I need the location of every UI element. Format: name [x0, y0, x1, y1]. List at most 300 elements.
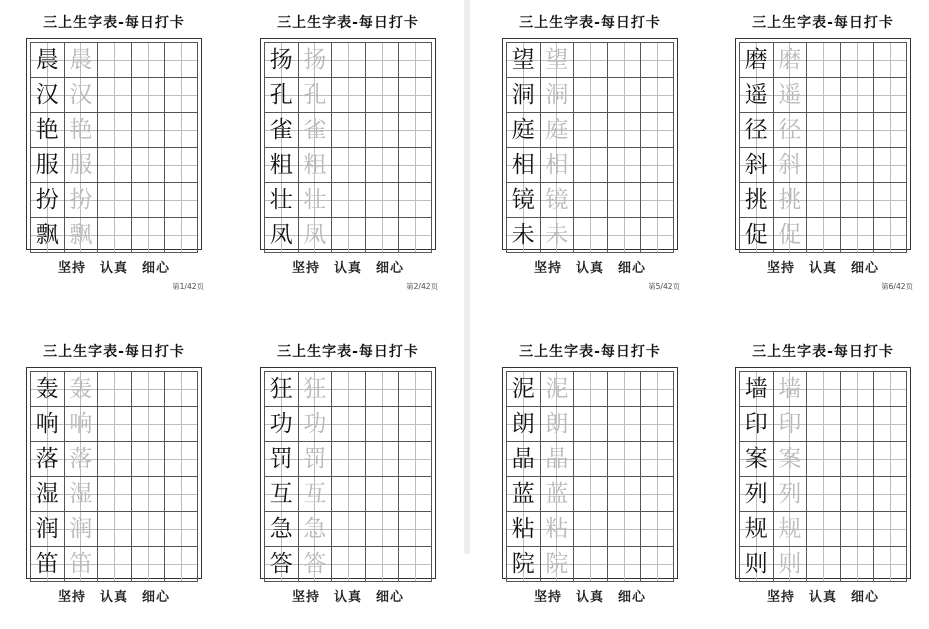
trace-cell[interactable]	[540, 442, 574, 476]
trace-cell[interactable]	[64, 113, 98, 147]
trace-cell[interactable]	[540, 372, 574, 406]
blank-cell[interactable]	[365, 477, 399, 511]
blank-cell[interactable]	[398, 43, 432, 77]
trace-cell[interactable]	[64, 547, 98, 581]
blank-cell[interactable]	[607, 183, 641, 217]
grid-row	[739, 477, 907, 512]
sheet-title: 三上生字表-每日打卡	[277, 15, 419, 31]
model-character: 答	[269, 551, 293, 577]
blank-cell[interactable]	[97, 372, 131, 406]
sheet-title: 三上生字表-每日打卡	[277, 344, 419, 360]
model-character: 径	[744, 117, 768, 143]
motto	[14, 586, 214, 605]
model-character: 粘	[511, 516, 535, 542]
blank-cell[interactable]	[97, 442, 131, 476]
model-character: 镜	[511, 187, 535, 213]
blank-cell[interactable]	[97, 512, 131, 546]
blank-cell[interactable]	[640, 183, 674, 217]
blank-cell[interactable]	[873, 547, 907, 581]
blank-cell[interactable]	[873, 218, 907, 252]
model-character: 洞	[511, 82, 535, 108]
blank-cell[interactable]	[365, 183, 399, 217]
trace-character: 润	[69, 516, 93, 542]
model-character: 落	[35, 446, 59, 472]
blank-cell[interactable]	[365, 113, 399, 147]
blank-cell[interactable]	[131, 442, 165, 476]
model-cell	[506, 78, 540, 112]
model-cell	[264, 148, 298, 182]
blank-cell[interactable]	[640, 547, 674, 581]
model-character: 望	[511, 47, 535, 73]
blank-cell[interactable]	[131, 407, 165, 441]
trace-cell[interactable]	[298, 183, 332, 217]
practice-sheet	[248, 329, 448, 629]
model-cell	[30, 372, 64, 406]
motto-word: 坚持	[533, 590, 562, 605]
practice-sheet	[14, 0, 214, 300]
trace-cell[interactable]	[298, 477, 332, 511]
tianzige-grid	[502, 367, 678, 579]
trace-cell[interactable]	[64, 512, 98, 546]
trace-cell[interactable]	[773, 183, 807, 217]
motto-word: 细心	[142, 590, 171, 605]
trace-cell[interactable]	[540, 113, 574, 147]
blank-cell[interactable]	[97, 407, 131, 441]
blank-cell[interactable]	[573, 183, 607, 217]
blank-cell[interactable]	[331, 218, 365, 252]
blank-cell[interactable]	[640, 218, 674, 252]
grid-row	[30, 407, 198, 442]
practice-sheet	[14, 329, 214, 629]
blank-cell[interactable]	[806, 512, 840, 546]
model-cell	[264, 78, 298, 112]
blank-cell[interactable]	[398, 407, 432, 441]
blank-cell[interactable]	[873, 372, 907, 406]
motto-word: 细心	[618, 261, 647, 276]
blank-cell[interactable]	[806, 113, 840, 147]
tianzige-grid	[26, 38, 202, 250]
sheet-title: 三上生字表-每日打卡	[43, 15, 185, 31]
blank-cell[interactable]	[607, 442, 641, 476]
trace-cell[interactable]	[298, 78, 332, 112]
blank-cell[interactable]	[573, 547, 607, 581]
trace-cell[interactable]	[540, 512, 574, 546]
trace-cell[interactable]	[540, 78, 574, 112]
model-character: 罚	[269, 446, 293, 472]
grid-row	[264, 42, 432, 78]
tianzige-grid	[260, 38, 436, 250]
trace-character: 规	[778, 516, 802, 542]
blank-cell[interactable]	[806, 43, 840, 77]
trace-cell[interactable]	[773, 43, 807, 77]
trace-cell[interactable]	[298, 148, 332, 182]
blank-cell[interactable]	[607, 477, 641, 511]
blank-cell[interactable]	[607, 113, 641, 147]
model-character: 案	[744, 446, 768, 472]
blank-cell[interactable]	[806, 407, 840, 441]
practice-sheet	[723, 0, 923, 300]
blank-cell[interactable]	[806, 477, 840, 511]
trace-cell[interactable]	[773, 442, 807, 476]
trace-character: 镜	[545, 187, 569, 213]
blank-cell[interactable]	[840, 547, 874, 581]
motto-word: 细心	[376, 261, 405, 276]
trace-cell[interactable]	[64, 442, 98, 476]
blank-cell[interactable]	[331, 547, 365, 581]
blank-cell[interactable]	[607, 148, 641, 182]
blank-cell[interactable]	[873, 512, 907, 546]
sheet-title: 三上生字表-每日打卡	[43, 344, 185, 360]
model-cell	[739, 547, 773, 581]
motto-word: 坚持	[533, 261, 562, 276]
trace-character: 答	[303, 551, 327, 577]
blank-cell[interactable]	[607, 78, 641, 112]
trace-character: 遥	[778, 82, 802, 108]
blank-cell[interactable]	[398, 442, 432, 476]
blank-cell[interactable]	[131, 78, 165, 112]
blank-cell[interactable]	[398, 183, 432, 217]
blank-cell[interactable]	[131, 113, 165, 147]
blank-cell[interactable]	[640, 407, 674, 441]
blank-cell[interactable]	[806, 183, 840, 217]
practice-sheet	[248, 0, 448, 300]
blank-cell[interactable]	[607, 372, 641, 406]
trace-character: 粘	[545, 516, 569, 542]
trace-cell[interactable]	[540, 407, 574, 441]
trace-cell[interactable]	[64, 43, 98, 77]
trace-cell[interactable]	[64, 372, 98, 406]
grid-row	[739, 547, 907, 582]
blank-cell[interactable]	[573, 512, 607, 546]
trace-character: 壮	[303, 187, 327, 213]
model-cell	[30, 512, 64, 546]
trace-cell[interactable]	[540, 218, 574, 252]
model-cell	[506, 183, 540, 217]
motto-word: 认真	[808, 261, 837, 276]
grid-row	[30, 477, 198, 512]
trace-cell[interactable]	[773, 218, 807, 252]
grid-row	[739, 371, 907, 407]
model-cell	[506, 43, 540, 77]
model-character: 功	[269, 411, 293, 437]
blank-cell[interactable]	[164, 477, 198, 511]
blank-cell[interactable]	[97, 43, 131, 77]
blank-cell[interactable]	[640, 372, 674, 406]
trace-cell[interactable]	[298, 113, 332, 147]
grid-row	[264, 183, 432, 218]
blank-cell[interactable]	[806, 442, 840, 476]
model-character: 蓝	[511, 481, 535, 507]
blank-cell[interactable]	[640, 113, 674, 147]
blank-cell[interactable]	[806, 218, 840, 252]
trace-cell[interactable]	[540, 547, 574, 581]
model-cell	[30, 148, 64, 182]
blank-cell[interactable]	[840, 183, 874, 217]
blank-cell[interactable]	[806, 148, 840, 182]
trace-cell[interactable]	[540, 477, 574, 511]
blank-cell[interactable]	[398, 78, 432, 112]
blank-cell[interactable]	[131, 477, 165, 511]
blank-cell[interactable]	[365, 218, 399, 252]
trace-cell[interactable]	[773, 477, 807, 511]
blank-cell[interactable]	[398, 372, 432, 406]
trace-cell[interactable]	[773, 113, 807, 147]
blank-cell[interactable]	[398, 148, 432, 182]
grid-row	[506, 113, 674, 148]
blank-cell[interactable]	[97, 78, 131, 112]
blank-cell[interactable]	[164, 148, 198, 182]
blank-cell[interactable]	[164, 547, 198, 581]
blank-cell[interactable]	[97, 183, 131, 217]
blank-cell[interactable]	[331, 183, 365, 217]
trace-cell[interactable]	[64, 407, 98, 441]
practice-sheet	[490, 0, 690, 300]
blank-cell[interactable]	[840, 442, 874, 476]
blank-cell[interactable]	[873, 442, 907, 476]
blank-cell[interactable]	[97, 113, 131, 147]
grid-row	[264, 78, 432, 113]
model-character: 院	[511, 551, 535, 577]
grid-row	[506, 148, 674, 183]
model-character: 则	[744, 551, 768, 577]
blank-cell[interactable]	[97, 547, 131, 581]
motto	[248, 257, 448, 276]
blank-cell[interactable]	[365, 78, 399, 112]
blank-cell[interactable]	[131, 512, 165, 546]
blank-cell[interactable]	[398, 218, 432, 252]
blank-cell[interactable]	[573, 407, 607, 441]
grid-row	[506, 218, 674, 253]
trace-cell[interactable]	[540, 43, 574, 77]
trace-character: 互	[303, 481, 327, 507]
blank-cell[interactable]	[331, 442, 365, 476]
trace-cell[interactable]	[64, 477, 98, 511]
trace-cell[interactable]	[298, 218, 332, 252]
blank-cell[interactable]	[164, 442, 198, 476]
trace-cell[interactable]	[773, 547, 807, 581]
blank-cell[interactable]	[365, 512, 399, 546]
blank-cell[interactable]	[573, 43, 607, 77]
trace-cell[interactable]	[298, 547, 332, 581]
blank-cell[interactable]	[573, 78, 607, 112]
model-character: 促	[744, 222, 768, 248]
motto-word: 认真	[333, 261, 362, 276]
model-cell	[739, 218, 773, 252]
blank-cell[interactable]	[398, 512, 432, 546]
trace-cell[interactable]	[64, 183, 98, 217]
blank-cell[interactable]	[331, 512, 365, 546]
blank-cell[interactable]	[164, 43, 198, 77]
blank-cell[interactable]	[873, 78, 907, 112]
trace-cell[interactable]	[298, 512, 332, 546]
blank-cell[interactable]	[873, 148, 907, 182]
blank-cell[interactable]	[640, 43, 674, 77]
grid-row	[264, 407, 432, 442]
blank-cell[interactable]	[331, 148, 365, 182]
blank-cell[interactable]	[840, 407, 874, 441]
blank-cell[interactable]	[365, 148, 399, 182]
blank-cell[interactable]	[365, 442, 399, 476]
practice-sheet	[723, 329, 923, 629]
model-cell	[30, 113, 64, 147]
blank-cell[interactable]	[840, 43, 874, 77]
trace-cell[interactable]	[540, 183, 574, 217]
blank-cell[interactable]	[97, 218, 131, 252]
motto-word: 认真	[333, 590, 362, 605]
trace-character: 未	[545, 222, 569, 248]
trace-cell[interactable]	[773, 372, 807, 406]
grid-row	[739, 183, 907, 218]
trace-cell[interactable]	[64, 148, 98, 182]
blank-cell[interactable]	[840, 148, 874, 182]
blank-cell[interactable]	[131, 43, 165, 77]
blank-cell[interactable]	[840, 113, 874, 147]
blank-cell[interactable]	[840, 512, 874, 546]
trace-character: 扬	[303, 47, 327, 73]
blank-cell[interactable]	[164, 407, 198, 441]
motto	[490, 586, 690, 605]
blank-cell[interactable]	[331, 78, 365, 112]
blank-cell[interactable]	[840, 372, 874, 406]
motto-word: 认真	[575, 261, 604, 276]
grid-row	[506, 442, 674, 477]
blank-cell[interactable]	[573, 218, 607, 252]
blank-cell[interactable]	[365, 547, 399, 581]
model-character: 斜	[744, 152, 768, 178]
blank-cell[interactable]	[131, 218, 165, 252]
blank-cell[interactable]	[806, 78, 840, 112]
blank-cell[interactable]	[840, 218, 874, 252]
trace-character: 蓝	[545, 481, 569, 507]
blank-cell[interactable]	[164, 78, 198, 112]
model-character: 飘	[35, 222, 59, 248]
trace-character: 墙	[778, 376, 802, 402]
blank-cell[interactable]	[398, 547, 432, 581]
model-cell	[30, 477, 64, 511]
grid-row	[30, 183, 198, 218]
blank-cell[interactable]	[164, 183, 198, 217]
blank-cell[interactable]	[640, 477, 674, 511]
blank-cell[interactable]	[331, 113, 365, 147]
model-cell	[739, 148, 773, 182]
blank-cell[interactable]	[131, 148, 165, 182]
blank-cell[interactable]	[573, 477, 607, 511]
grid-row	[506, 512, 674, 547]
blank-cell[interactable]	[398, 477, 432, 511]
blank-cell[interactable]	[573, 442, 607, 476]
blank-cell[interactable]	[640, 512, 674, 546]
blank-cell[interactable]	[131, 547, 165, 581]
blank-cell[interactable]	[97, 148, 131, 182]
model-cell	[506, 547, 540, 581]
model-cell	[264, 442, 298, 476]
blank-cell[interactable]	[164, 218, 198, 252]
trace-character: 孔	[303, 82, 327, 108]
trace-cell[interactable]	[773, 148, 807, 182]
trace-cell[interactable]	[298, 372, 332, 406]
trace-cell[interactable]	[773, 78, 807, 112]
blank-cell[interactable]	[331, 43, 365, 77]
blank-cell[interactable]	[873, 477, 907, 511]
sheet-title: 三上生字表-每日打卡	[519, 15, 661, 31]
blank-cell[interactable]	[97, 477, 131, 511]
blank-cell[interactable]	[365, 372, 399, 406]
trace-character: 望	[545, 47, 569, 73]
blank-cell[interactable]	[640, 148, 674, 182]
trace-character: 挑	[778, 187, 802, 213]
blank-cell[interactable]	[131, 183, 165, 217]
blank-cell[interactable]	[873, 183, 907, 217]
blank-cell[interactable]	[873, 113, 907, 147]
blank-cell[interactable]	[331, 372, 365, 406]
trace-character: 功	[303, 411, 327, 437]
model-character: 遥	[744, 82, 768, 108]
grid-row	[264, 218, 432, 253]
blank-cell[interactable]	[640, 78, 674, 112]
trace-character: 斜	[778, 152, 802, 178]
motto-word: 坚持	[766, 261, 795, 276]
trace-character: 雀	[303, 117, 327, 143]
trace-cell[interactable]	[298, 43, 332, 77]
blank-cell[interactable]	[607, 407, 641, 441]
blank-cell[interactable]	[607, 218, 641, 252]
blank-cell[interactable]	[164, 512, 198, 546]
model-cell	[264, 372, 298, 406]
trace-cell[interactable]	[773, 512, 807, 546]
grid-row	[739, 148, 907, 183]
blank-cell[interactable]	[806, 547, 840, 581]
blank-cell[interactable]	[365, 407, 399, 441]
model-cell	[30, 442, 64, 476]
model-cell	[739, 372, 773, 406]
blank-cell[interactable]	[164, 113, 198, 147]
blank-cell[interactable]	[840, 78, 874, 112]
blank-cell[interactable]	[607, 43, 641, 77]
grid-row	[506, 78, 674, 113]
model-character: 未	[511, 222, 535, 248]
blank-cell[interactable]	[331, 477, 365, 511]
blank-cell[interactable]	[398, 113, 432, 147]
blank-cell[interactable]	[806, 372, 840, 406]
model-cell	[264, 183, 298, 217]
tianzige-grid	[26, 367, 202, 579]
blank-cell[interactable]	[873, 43, 907, 77]
blank-cell[interactable]	[573, 372, 607, 406]
blank-cell[interactable]	[640, 442, 674, 476]
trace-cell[interactable]	[64, 218, 98, 252]
blank-cell[interactable]	[365, 43, 399, 77]
blank-cell[interactable]	[607, 512, 641, 546]
blank-cell[interactable]	[331, 407, 365, 441]
blank-cell[interactable]	[573, 113, 607, 147]
blank-cell[interactable]	[164, 372, 198, 406]
model-cell	[506, 113, 540, 147]
trace-cell[interactable]	[64, 78, 98, 112]
trace-cell[interactable]	[540, 148, 574, 182]
motto	[248, 586, 448, 605]
model-character: 扮	[35, 187, 59, 213]
blank-cell[interactable]	[131, 372, 165, 406]
trace-cell[interactable]	[773, 407, 807, 441]
trace-cell[interactable]	[298, 407, 332, 441]
blank-cell[interactable]	[840, 477, 874, 511]
blank-cell[interactable]	[873, 407, 907, 441]
trace-cell[interactable]	[298, 442, 332, 476]
blank-cell[interactable]	[607, 547, 641, 581]
model-character: 狂	[269, 376, 293, 402]
blank-cell[interactable]	[573, 148, 607, 182]
trace-character: 则	[778, 551, 802, 577]
